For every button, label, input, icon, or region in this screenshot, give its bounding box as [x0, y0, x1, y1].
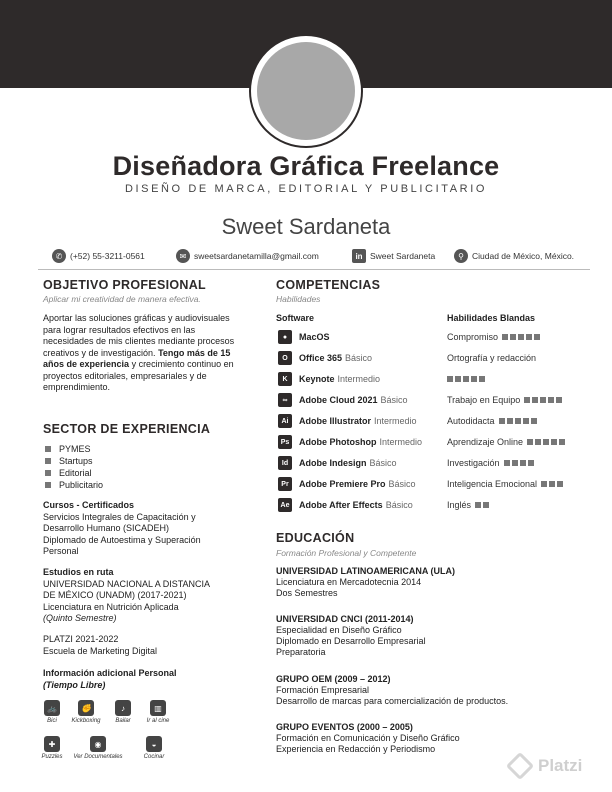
cursos-line: Diplomado de Autoestima y Superación [43, 534, 201, 545]
cursos-line: Personal [43, 546, 79, 556]
sector-list [45, 443, 103, 491]
software-name: Adobe Photoshop [299, 437, 377, 447]
header-divider [38, 269, 590, 270]
soft-skill-item [447, 454, 536, 472]
hobby-label: Ir al cine [146, 718, 170, 724]
rating-square-icon [526, 334, 532, 340]
software-level: Intermedio [379, 437, 423, 447]
edu-entry [276, 566, 455, 599]
list-item [45, 467, 103, 479]
rating-square-icon [520, 460, 526, 466]
edu-entry-title: UNIVERSIDAD CNCI (2011-2014) [276, 614, 414, 624]
soft-skill-name: Autodidacta [447, 416, 495, 426]
soft-skill-name: Inglés [447, 500, 472, 510]
software-level: Básico [345, 353, 373, 363]
objetivo-subheading: Aplicar mi creatividad de manera efectiva. [43, 294, 201, 304]
person-name: Sweet Sardaneta [221, 214, 391, 239]
list-item-label: Publicitario [59, 480, 104, 490]
rating-square-icon [502, 334, 508, 340]
soft-skills-heading: Habilidades Blandas [447, 313, 536, 323]
rating-dots [499, 418, 539, 424]
rating-dots [527, 439, 567, 445]
educacion-heading: EDUCACIÓN [276, 531, 355, 545]
cursos-line: Desarrollo Humano (SICADEH) [43, 523, 170, 533]
estudios-heading: Estudios en ruta [43, 567, 114, 577]
rating-square-icon [504, 460, 510, 466]
dancer-icon: ♪ [115, 700, 131, 716]
software-level: Intermedio [374, 416, 417, 426]
rating-square-icon [527, 439, 533, 445]
software-name: Adobe Indesign [299, 458, 367, 468]
linkedin-text: Sweet Sardaneta [370, 251, 436, 261]
edu-entry-title: GRUPO EVENTOS (2000 – 2005) [276, 722, 413, 732]
software-item [278, 370, 380, 388]
objetivo-body [43, 313, 243, 394]
edu-entry-line: Experiencia en Redacción y Periodismo [276, 744, 436, 754]
software-heading: Software [276, 313, 315, 323]
info-heading: Información adicional Personal [43, 668, 177, 678]
rating-square-icon [479, 376, 485, 382]
soft-skill-item [447, 433, 567, 451]
platzi-logo-icon [506, 752, 534, 780]
software-item [278, 349, 372, 367]
rating-dots [524, 397, 564, 403]
hobby-documentales [68, 736, 128, 760]
hobby-puzzles [34, 736, 70, 760]
rating-square-icon [532, 397, 538, 403]
software-item [278, 328, 333, 346]
edu-entry-line: Diplomado en Desarrollo Empresarial [276, 636, 426, 646]
list-item-label: PYMES [59, 444, 91, 454]
rating-dots [447, 376, 487, 382]
rating-square-icon [512, 460, 518, 466]
objetivo-body-highlight: Tengo más de 15 años de experiencia [43, 347, 231, 369]
rating-square-icon [475, 502, 481, 508]
rating-dots [475, 502, 491, 508]
edu-entry-line: Especialidad en Diseño Gráfico [276, 625, 402, 635]
edu-entry-line: Desarrollo de marcas para comercialización de productos. [276, 696, 509, 706]
rating-dots [502, 334, 542, 340]
rating-square-icon [543, 439, 549, 445]
soft-skill-name: Investigación [447, 458, 500, 468]
platzi-section [43, 634, 263, 657]
rating-square-icon [541, 481, 547, 487]
cooking-pot-icon: ◒ [146, 736, 162, 752]
software-item [278, 454, 397, 472]
rating-square-icon [523, 418, 529, 424]
software-name: Adobe Premiere Pro [299, 479, 386, 489]
hobby-label: Bailar [115, 718, 131, 724]
soft-skill-name: Aprendizaje Online [447, 437, 524, 447]
rating-square-icon [463, 376, 469, 382]
keynote-icon: K [278, 372, 292, 386]
bullet-square-icon [45, 470, 51, 476]
bike-icon: 🚲 [44, 700, 60, 716]
edu-entry-line: Formación Empresarial [276, 685, 370, 695]
list-item-label: Editorial [59, 468, 92, 478]
soft-skill-item [447, 349, 536, 367]
rating-square-icon [510, 334, 516, 340]
email-text: sweetsardanetamilla@gmail.com [194, 251, 319, 261]
estudios-section [43, 567, 263, 625]
soft-skill-item [447, 496, 491, 514]
list-item [45, 443, 103, 455]
hobby-cine [140, 700, 176, 724]
software-name: MacOS [299, 332, 330, 342]
software-level: Básico [369, 458, 397, 468]
contact-email[interactable] [176, 247, 319, 265]
contact-bar [50, 247, 590, 265]
software-item [278, 391, 408, 409]
software-item [278, 412, 417, 430]
soft-skill-item [447, 370, 487, 388]
platzi-watermark [510, 756, 582, 776]
rating-square-icon [528, 460, 534, 466]
page-subtitle: DISEÑO DE MARCA, EDITORIAL Y PUBLICITARIO [124, 183, 488, 195]
competencias-subheading: Habilidades [276, 294, 321, 304]
linkedin-icon: in [352, 249, 366, 263]
software-name: Adobe Cloud 2021 [299, 395, 378, 405]
cursos-section [43, 500, 263, 558]
bullet-square-icon [45, 482, 51, 488]
hobby-kickboxing [68, 700, 104, 724]
profile-photo [257, 42, 355, 140]
edu-entry-title: GRUPO OEM (2009 – 2012) [276, 674, 391, 684]
software-name: Adobe Illustrator [299, 416, 372, 426]
indesign-icon: Id [278, 456, 292, 470]
puzzle-icon: ✚ [44, 736, 60, 752]
soft-skill-item [447, 412, 539, 430]
location-text: Ciudad de México, México. [472, 251, 575, 261]
premiere-icon: Pr [278, 477, 292, 491]
soft-skill-name: Compromiso [447, 332, 499, 342]
hobby-label: Kickboxing [71, 718, 101, 724]
hobby-label: Ver Documentales [73, 754, 123, 760]
sector-heading: SECTOR DE EXPERIENCIA [43, 422, 211, 436]
info-section [43, 668, 263, 691]
rating-square-icon [548, 397, 554, 403]
rating-square-icon [551, 439, 557, 445]
rating-square-icon [540, 397, 546, 403]
software-level: Básico [385, 500, 413, 510]
apple-icon: ● [278, 330, 292, 344]
rating-square-icon [559, 439, 565, 445]
soft-skill-item [447, 391, 564, 409]
edu-entry-line: Formación en Comunicación y Diseño Gráfico [276, 733, 460, 743]
objetivo-heading: OBJETIVO PROFESIONAL [43, 278, 206, 292]
objetivo-body-text: Aportar las soluciones gráficas y audiovisuales para lograr resultados efectivos en las necesidades de mis clientes mediante procesos creativos y de investigación. [43, 313, 235, 358]
popcorn-icon: ▥ [150, 700, 166, 716]
edu-entry-line: Preparatoria [276, 647, 326, 657]
estudios-line: UNIVERSIDAD NACIONAL A DISTANCIA [43, 578, 211, 589]
camera-icon: ◉ [90, 736, 106, 752]
whatsapp-icon: ✆ [52, 249, 66, 263]
contact-linkedin[interactable] [352, 247, 435, 265]
info-subheading: (Tiempo Libre) [43, 679, 106, 690]
boxing-glove-icon: ✊ [78, 700, 94, 716]
software-level: Básico [380, 395, 408, 405]
platzi-line: PLATZI 2021-2022 [43, 634, 119, 644]
cursos-line: Servicios Integrales de Capacitación y [43, 511, 196, 522]
software-item [278, 475, 416, 493]
after-effects-icon: Ae [278, 498, 292, 512]
estudios-line: Licenciatura en Nutrición Aplicada [43, 601, 179, 612]
email-icon: ✉ [176, 249, 190, 263]
contact-phone[interactable] [52, 247, 145, 265]
illustrator-icon: Ai [278, 414, 292, 428]
software-item [278, 496, 413, 514]
hobby-cocinar [136, 736, 172, 760]
bullet-square-icon [45, 446, 51, 452]
software-name: Adobe After Effects [299, 500, 383, 510]
rating-square-icon [535, 439, 541, 445]
rating-square-icon [471, 376, 477, 382]
software-name: Office 365 [299, 353, 343, 363]
rating-square-icon [524, 397, 530, 403]
hobby-bici [34, 700, 70, 724]
edu-entry-line: Licenciatura en Mercadotecnia 2014 [276, 577, 422, 587]
list-item [45, 479, 103, 491]
location-pin-icon: ⚲ [454, 249, 468, 263]
platzi-line: Escuela de Marketing Digital [43, 645, 158, 656]
cursos-heading: Cursos - Certificados [43, 500, 135, 510]
software-level: Intermedio [337, 374, 381, 384]
rating-square-icon [499, 418, 505, 424]
list-item [45, 455, 103, 467]
competencias-heading: COMPETENCIAS [276, 278, 381, 292]
rating-square-icon [534, 334, 540, 340]
rating-square-icon [556, 397, 562, 403]
rating-square-icon [557, 481, 563, 487]
hobby-label: Puzzles [41, 754, 63, 760]
software-level: Básico [388, 479, 416, 489]
page-title: Diseñadora Gráfica Freelance [112, 151, 500, 181]
soft-skill-item [447, 328, 542, 346]
software-name: Keynote [299, 374, 335, 384]
rating-square-icon [549, 481, 555, 487]
rating-square-icon [447, 376, 453, 382]
creative-cloud-icon: ∞ [278, 393, 292, 407]
rating-square-icon [518, 334, 524, 340]
edu-entry-line: Dos Semestres [276, 588, 338, 598]
soft-skill-item [447, 475, 565, 493]
soft-skill-name: Ortografía y redacción [447, 353, 537, 363]
soft-skill-name: Trabajo en Equipo [447, 395, 521, 405]
soft-skill-name: Inteligencia Emocional [447, 479, 538, 489]
contact-location [454, 247, 574, 265]
software-item [278, 433, 422, 451]
rating-dots [504, 460, 536, 466]
estudios-note: (Quinto Semestre) [43, 613, 117, 623]
rating-square-icon [507, 418, 513, 424]
edu-entry [276, 614, 426, 658]
estudios-line: DE MÉXICO (UNADM) (2017-2021) [43, 590, 187, 600]
rating-square-icon [455, 376, 461, 382]
bullet-square-icon [45, 458, 51, 464]
phone-text: (+52) 55-3211-0561 [70, 251, 145, 261]
office-icon: O [278, 351, 292, 365]
rating-square-icon [483, 502, 489, 508]
photoshop-icon: Ps [278, 435, 292, 449]
edu-entry [276, 674, 508, 707]
rating-square-icon [531, 418, 537, 424]
rating-dots [541, 481, 565, 487]
watermark-text: Platzi [538, 756, 583, 775]
hobby-bailar [105, 700, 141, 724]
list-item-label: Startups [59, 456, 93, 466]
edu-entry-title: UNIVERSIDAD LATINOAMERICANA (ULA) [276, 566, 455, 576]
educacion-subheading: Formación Profesional y Competente [276, 548, 417, 558]
objetivo-body-text-end: y crecimiento continuo en proyectos editoriales, empresariales y de emprendimiento. [43, 359, 234, 392]
edu-entry [276, 722, 460, 755]
hobby-label: Bici [47, 718, 57, 724]
rating-square-icon [515, 418, 521, 424]
hobby-label: Cocinar [143, 754, 165, 760]
